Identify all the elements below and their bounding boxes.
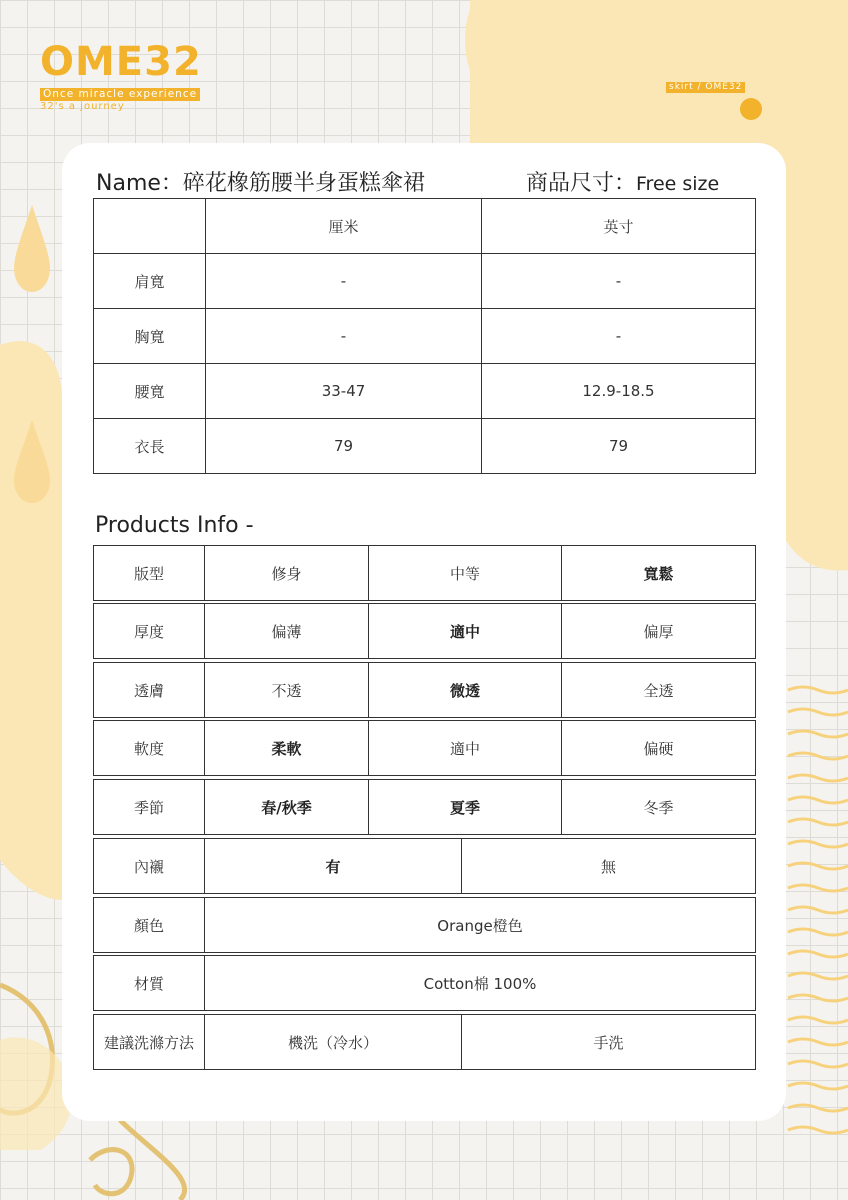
product-size-value: Free size bbox=[636, 173, 720, 195]
product-size bbox=[526, 166, 744, 197]
corner-tag: skirt / OME32 bbox=[666, 82, 745, 93]
row-label: 肩寬 bbox=[94, 254, 206, 309]
table-row bbox=[94, 364, 756, 419]
inch-value: 79 bbox=[482, 419, 756, 474]
info-label: 軟度 bbox=[94, 721, 205, 776]
info-option: 全透 bbox=[562, 663, 756, 718]
info-label: 季節 bbox=[94, 780, 205, 835]
info-option: 手洗 bbox=[462, 1015, 756, 1070]
size-table-header bbox=[94, 199, 756, 254]
cm-value: - bbox=[206, 254, 482, 309]
cm-value: 79 bbox=[206, 419, 482, 474]
info-label: 顏色 bbox=[94, 898, 205, 953]
info-row bbox=[93, 838, 756, 894]
info-option: 微透 bbox=[369, 663, 562, 718]
info-row bbox=[93, 1014, 756, 1070]
info-option: Orange橙色 bbox=[205, 898, 756, 953]
product-name bbox=[96, 166, 425, 197]
info-option: 柔軟 bbox=[205, 721, 369, 776]
info-option: 有 bbox=[205, 839, 462, 894]
row-label: 腰寬 bbox=[94, 364, 206, 419]
product-name-label: Name： bbox=[96, 171, 183, 196]
header-cell-cm: 厘米 bbox=[206, 199, 482, 254]
info-option: 不透 bbox=[205, 663, 369, 718]
info-option: 偏硬 bbox=[562, 721, 756, 776]
info-label: 內襯 bbox=[94, 839, 205, 894]
info-row bbox=[93, 545, 756, 601]
info-label: 厚度 bbox=[94, 604, 205, 659]
info-row bbox=[93, 662, 756, 718]
info-option: 寬鬆 bbox=[562, 546, 756, 601]
info-option: 偏薄 bbox=[205, 604, 369, 659]
header-cell-inch: 英寸 bbox=[482, 199, 756, 254]
info-label: 建議洗滌方法 bbox=[94, 1015, 205, 1070]
info-option: 機洗（冷水） bbox=[205, 1015, 462, 1070]
info-label: 版型 bbox=[94, 546, 205, 601]
info-option: 修身 bbox=[205, 546, 369, 601]
table-row bbox=[94, 309, 756, 364]
cm-value: - bbox=[206, 309, 482, 364]
product-name-value: 碎花橡筋腰半身蛋糕傘裙 bbox=[182, 171, 425, 196]
info-option: 冬季 bbox=[562, 780, 756, 835]
row-label: 衣長 bbox=[94, 419, 206, 474]
logo-tagline: Once miracle experience bbox=[40, 88, 200, 101]
product-size-label: 商品尺寸： bbox=[526, 171, 637, 196]
info-row bbox=[93, 897, 756, 953]
info-row bbox=[93, 779, 756, 835]
logo-subline: 32's a journey bbox=[40, 101, 125, 112]
corner-dot bbox=[740, 98, 762, 120]
info-label: 透膚 bbox=[94, 663, 205, 718]
logo-wordmark: OME32 bbox=[40, 39, 202, 85]
info-label: 材質 bbox=[94, 956, 205, 1011]
info-row bbox=[93, 603, 756, 659]
info-option: Cotton棉 100% bbox=[205, 956, 756, 1011]
inch-value: - bbox=[482, 309, 756, 364]
info-option: 夏季 bbox=[369, 780, 562, 835]
header-cell bbox=[94, 199, 206, 254]
inch-value: - bbox=[482, 254, 756, 309]
table-row bbox=[94, 254, 756, 309]
info-row bbox=[93, 955, 756, 1011]
row-label: 胸寬 bbox=[94, 309, 206, 364]
cm-value: 33-47 bbox=[206, 364, 482, 419]
size-table bbox=[93, 198, 756, 474]
brand-logo bbox=[40, 39, 202, 113]
info-option: 適中 bbox=[369, 721, 562, 776]
info-row bbox=[93, 720, 756, 776]
info-option: 中等 bbox=[369, 546, 562, 601]
products-info-title: Products Info - bbox=[95, 513, 254, 538]
inch-value: 12.9-18.5 bbox=[482, 364, 756, 419]
info-option: 無 bbox=[462, 839, 756, 894]
info-option: 適中 bbox=[369, 604, 562, 659]
info-option: 春/秋季 bbox=[205, 780, 369, 835]
info-option: 偏厚 bbox=[562, 604, 756, 659]
table-row bbox=[94, 419, 756, 474]
